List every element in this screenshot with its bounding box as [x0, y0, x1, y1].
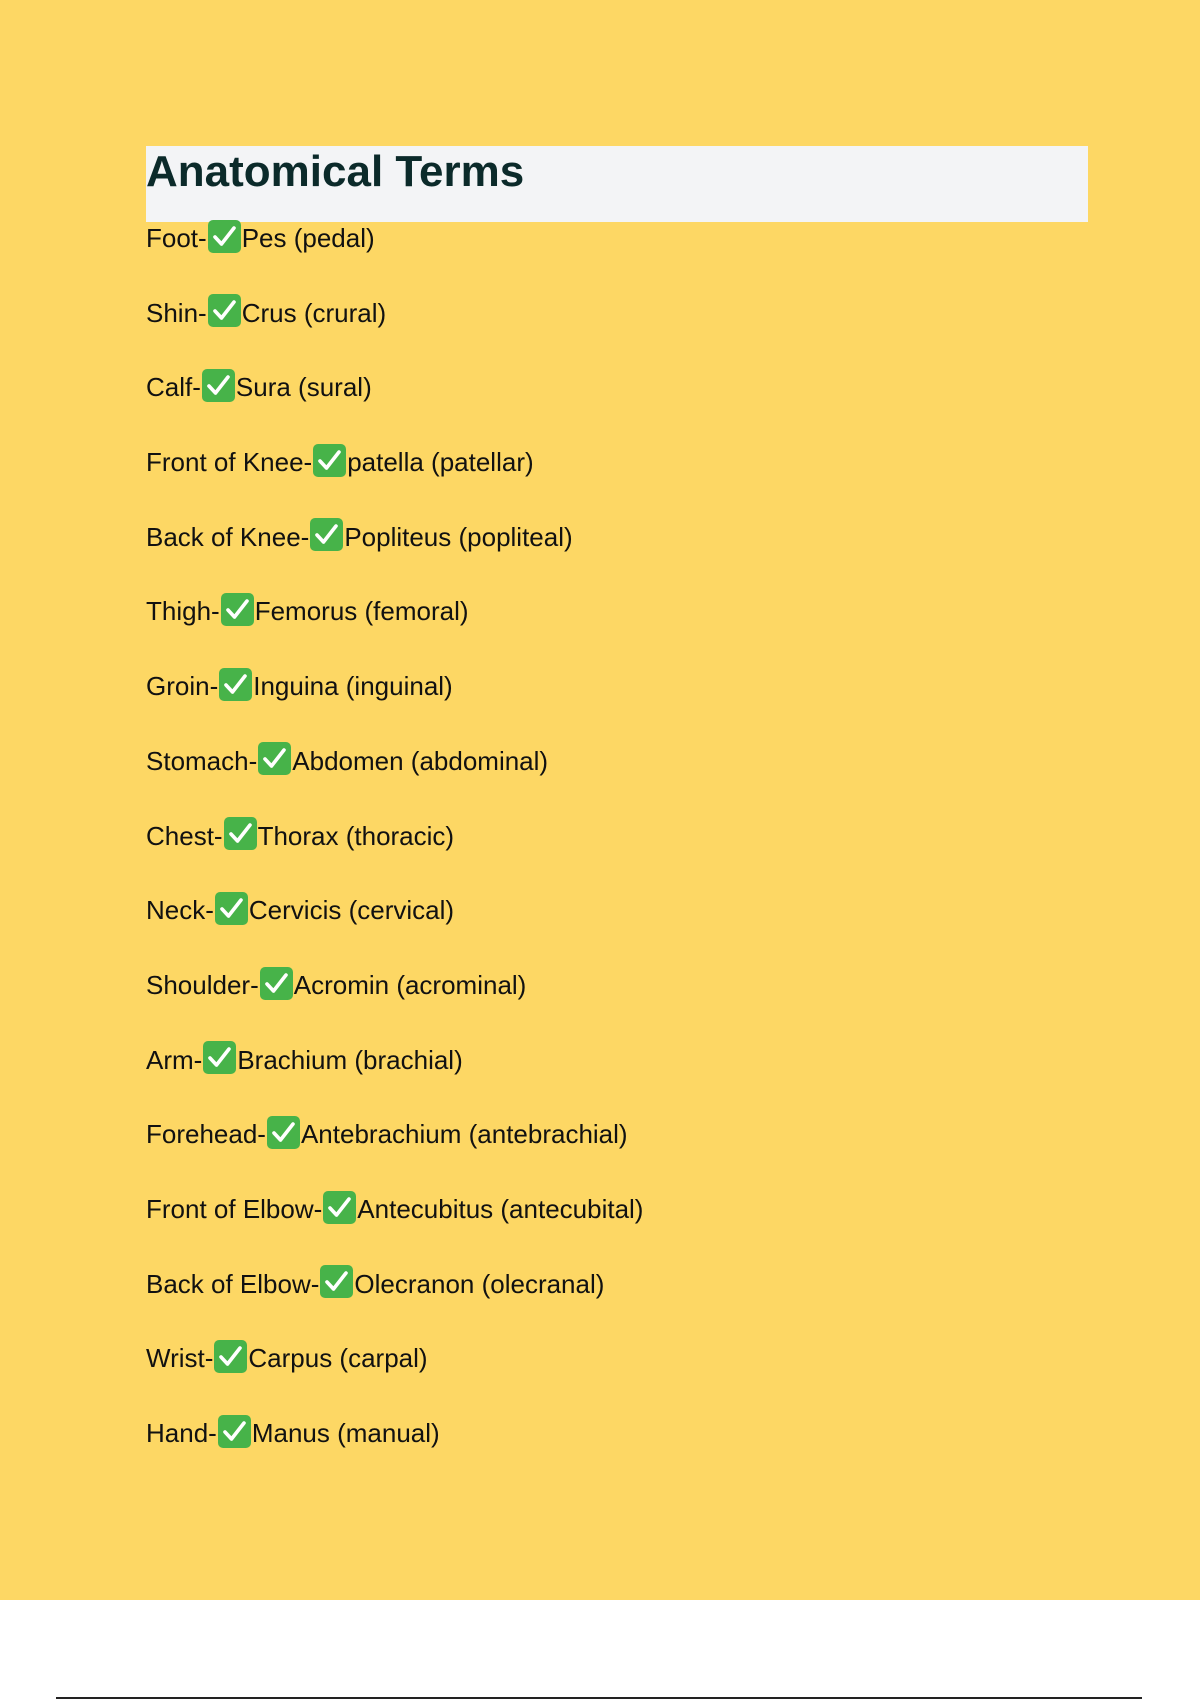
- latin-term: Inguina (inguinal): [253, 671, 453, 702]
- common-term: Back of Elbow-: [146, 1268, 320, 1299]
- common-term: Forehead-: [146, 1119, 266, 1150]
- check-mark-button-icon: [267, 1116, 300, 1149]
- check-mark-button-icon: [258, 742, 291, 775]
- latin-term: Abdomen (abdominal): [292, 745, 549, 776]
- latin-term: Pes (pedal): [241, 223, 375, 254]
- term-row: [146, 740, 643, 815]
- check-mark-glyph: [222, 672, 249, 698]
- check-mark-glyph: [323, 1269, 350, 1295]
- check-mark-glyph: [211, 224, 238, 250]
- common-term: Foot-: [146, 223, 207, 254]
- check-mark-button-icon: [218, 1415, 251, 1448]
- footer-divider: [56, 1697, 1142, 1699]
- term-row: [146, 1188, 643, 1263]
- common-term: Neck-: [146, 895, 214, 926]
- check-mark-button-icon: [260, 967, 293, 1000]
- common-term: Back of Knee-: [146, 521, 310, 552]
- check-mark-button-icon: [202, 369, 235, 402]
- common-term: Groin-: [146, 671, 219, 702]
- latin-term: Femorus (femoral): [254, 596, 469, 627]
- check-mark-button-icon: [313, 444, 346, 477]
- term-row: [146, 1263, 643, 1338]
- latin-term: Antebrachium (antebrachial): [300, 1119, 628, 1150]
- latin-term: Thorax (thoracic): [257, 820, 455, 851]
- term-row: [146, 1039, 643, 1114]
- check-mark-glyph: [211, 298, 238, 324]
- common-term: Wrist-: [146, 1343, 214, 1374]
- check-mark-button-icon: [215, 892, 248, 925]
- check-mark-glyph: [316, 448, 343, 474]
- common-term: Arm-: [146, 1044, 203, 1075]
- document-title: Anatomical Terms: [146, 147, 525, 196]
- latin-term: Acromin (acrominal): [293, 970, 527, 1000]
- latin-term: Manus (manual): [251, 1418, 440, 1449]
- common-term: Chest-: [146, 820, 223, 851]
- term-row: [146, 1113, 643, 1188]
- latin-term: Brachium (brachial): [237, 1044, 463, 1075]
- check-mark-button-icon: [203, 1041, 236, 1074]
- common-term: Shoulder-: [146, 970, 259, 1000]
- term-row: [146, 665, 643, 740]
- check-mark-button-icon: [214, 1340, 247, 1373]
- check-mark-glyph: [218, 896, 245, 922]
- term-row: [146, 590, 643, 665]
- check-mark-glyph: [270, 1120, 297, 1146]
- term-row: [146, 889, 643, 964]
- common-term: Hand-: [146, 1418, 217, 1449]
- term-row: [146, 217, 643, 292]
- term-row: [146, 815, 643, 890]
- check-mark-button-icon: [219, 668, 252, 701]
- check-mark-button-icon: [208, 294, 241, 327]
- common-term: Stomach-: [146, 745, 258, 776]
- term-row: [146, 1412, 643, 1487]
- latin-term: Cervicis (cervical): [248, 895, 455, 926]
- check-mark-glyph: [227, 821, 254, 847]
- common-term: Shin-: [146, 297, 207, 328]
- check-mark-button-icon: [323, 1191, 356, 1224]
- check-mark-glyph: [217, 1344, 244, 1370]
- check-mark-glyph: [313, 522, 340, 548]
- check-mark-button-icon: [320, 1265, 353, 1298]
- check-mark-button-icon: [221, 593, 254, 626]
- common-term: Calf-: [146, 372, 201, 403]
- common-term: Front of Elbow-: [146, 1194, 323, 1225]
- latin-term: Antecubitus (antecubital): [357, 1194, 644, 1225]
- check-mark-button-icon: [208, 220, 241, 253]
- term-row: [146, 964, 643, 1039]
- terms-list: [146, 217, 643, 1487]
- term-row: [146, 366, 643, 441]
- latin-term: Sura (sural): [235, 372, 372, 403]
- term-row: [146, 516, 643, 591]
- term-row: [146, 1337, 643, 1412]
- check-mark-glyph: [221, 1419, 248, 1445]
- latin-term: Carpus (carpal): [248, 1343, 428, 1374]
- check-mark-button-icon: [224, 817, 257, 850]
- common-term: Front of Knee-: [146, 447, 313, 478]
- term-row: [146, 292, 643, 367]
- term-row: [146, 441, 643, 516]
- check-mark-glyph: [263, 971, 290, 997]
- latin-term: patella (patellar): [347, 447, 534, 478]
- latin-term: Popliteus (popliteal): [344, 521, 573, 552]
- latin-term: Olecranon (olecranal): [354, 1268, 605, 1299]
- check-mark-button-icon: [310, 518, 343, 551]
- check-mark-glyph: [224, 597, 251, 623]
- check-mark-glyph: [326, 1195, 353, 1221]
- check-mark-glyph: [206, 1045, 233, 1071]
- check-mark-glyph: [205, 373, 232, 399]
- check-mark-glyph: [261, 746, 288, 772]
- latin-term: Crus (crural): [241, 297, 387, 328]
- common-term: Thigh-: [146, 596, 220, 627]
